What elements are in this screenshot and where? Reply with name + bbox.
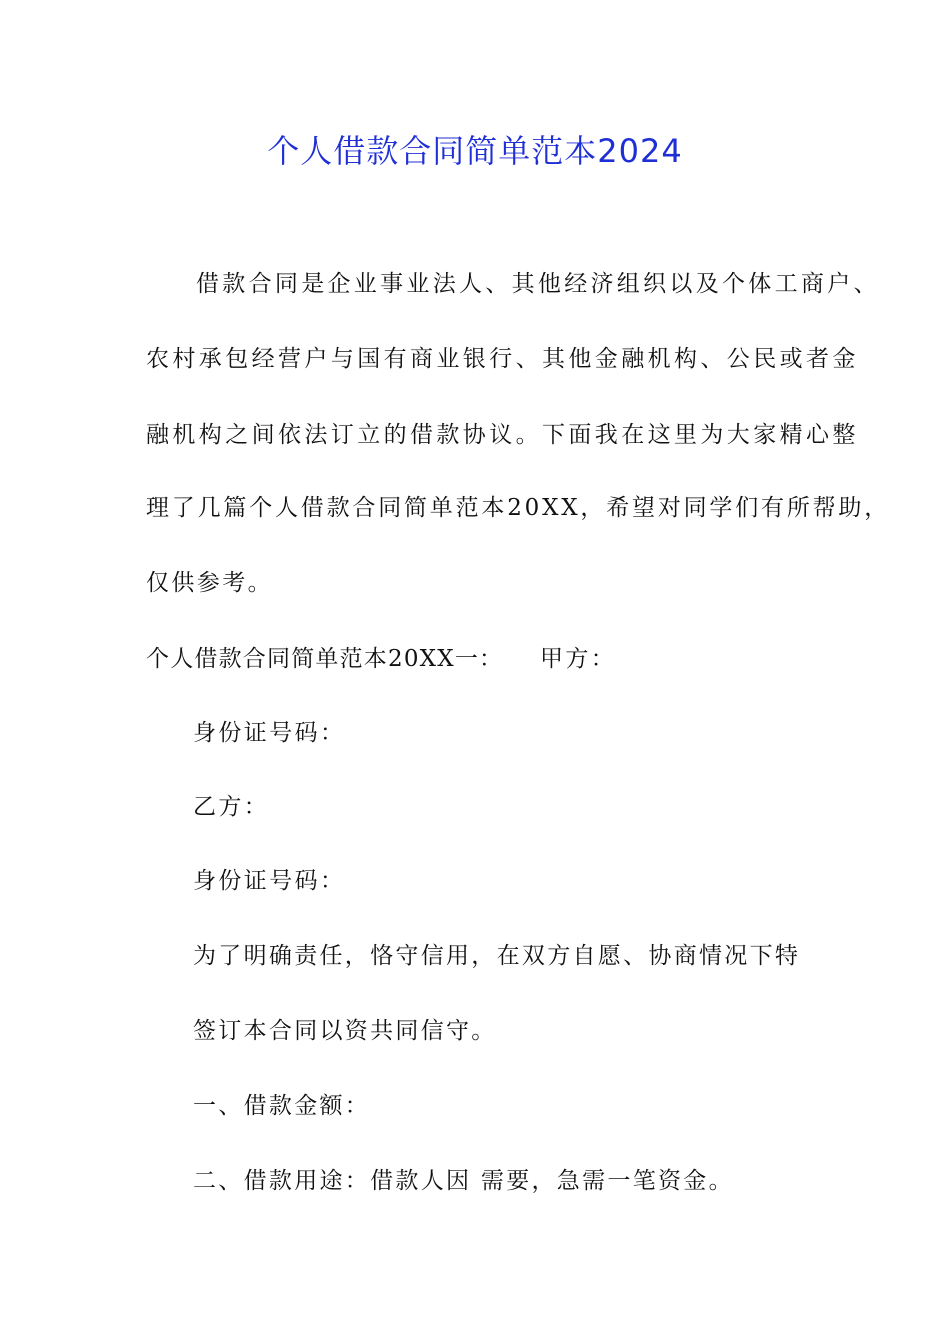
intro-line-4: 理了几篇个人借款合同简单范本20XX，希望对同学们有所帮助，	[146, 495, 891, 521]
clause-loan-purpose: 二、借款用途：借款人因 需要，急需一笔资金。	[193, 1168, 734, 1194]
party-b-id-label: 身份证号码：	[193, 868, 346, 894]
party-b-label: 乙方：	[193, 794, 270, 820]
intro-line-5: 仅供参考。	[146, 570, 273, 596]
section-heading: 个人借款合同简单范本20XX一：	[146, 646, 504, 672]
agreement-line-2: 签订本合同以资共同信守。	[193, 1018, 497, 1044]
party-a-id-label: 身份证号码：	[193, 720, 346, 746]
party-a-label: 甲方：	[540, 646, 617, 672]
document-title: 个人借款合同简单范本2024	[267, 132, 683, 170]
intro-line-1: 借款合同是企业事业法人、其他经济组织以及个体工商户、	[196, 271, 880, 297]
clause-loan-amount: 一、借款金额：	[193, 1093, 371, 1119]
agreement-line-1: 为了明确责任，恪守信用，在双方自愿、协商情况下特	[193, 943, 801, 969]
intro-line-2: 农村承包经营户与国有商业银行、其他金融机构、公民或者金	[146, 346, 859, 372]
intro-line-3: 融机构之间依法订立的借款协议。下面我在这里为大家精心整	[146, 422, 859, 448]
